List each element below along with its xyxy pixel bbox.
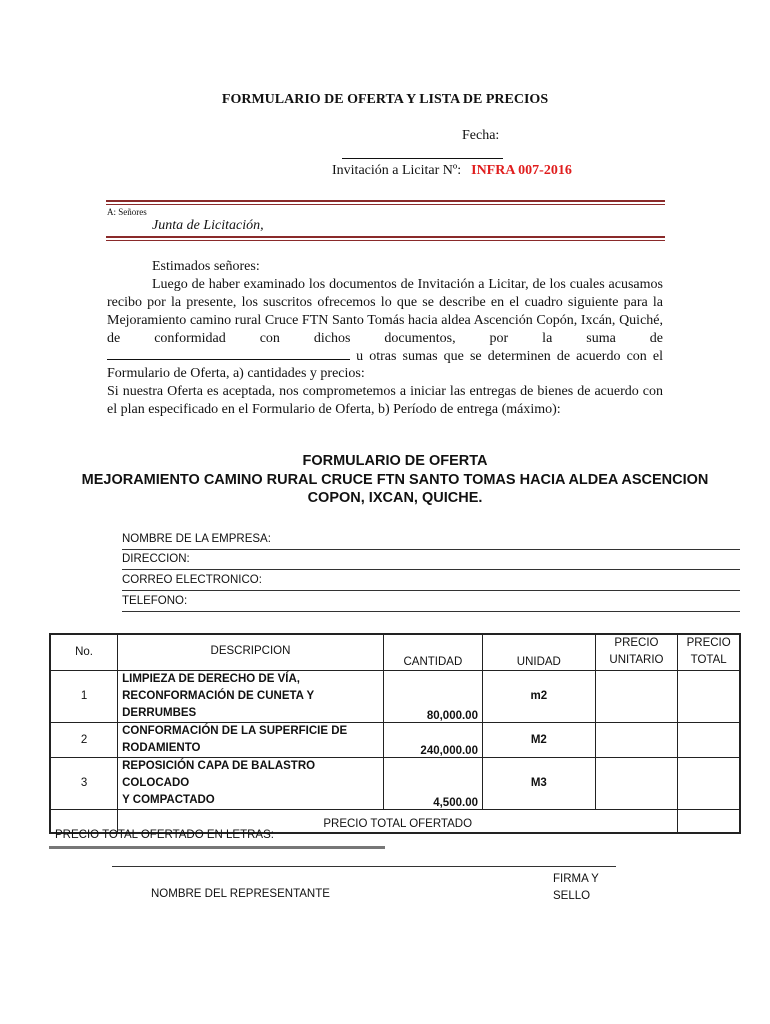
row-2-unidad: M2 <box>482 722 595 757</box>
row-1-no: 1 <box>50 670 118 722</box>
paragraph-1 <box>107 276 663 383</box>
signature-line[interactable] <box>112 866 616 867</box>
header-descripcion: DESCRIPCION <box>118 634 384 670</box>
addressee-top-rule <box>106 200 665 205</box>
document-title: FORMULARIO DE OFERTA Y LISTA DE PRECIOS <box>221 92 549 107</box>
row-3-descripcion <box>118 757 384 809</box>
row-1-cantidad: 80,000.00 <box>383 670 482 722</box>
letter-body <box>107 258 663 419</box>
row-3-unidad: M3 <box>482 757 595 809</box>
fecha-label: Fecha: <box>462 128 500 143</box>
row-1-descripcion <box>118 670 384 722</box>
table-row <box>50 670 740 722</box>
invitacion-code: INFRA 007-2016 <box>471 163 572 178</box>
representante-label: NOMBRE DEL REPRESENTANTE <box>151 888 330 900</box>
precio-letras-rule <box>49 846 385 849</box>
table-row <box>50 722 740 757</box>
amount-blank[interactable] <box>107 348 350 360</box>
row-2-precio-unitario[interactable] <box>595 722 678 757</box>
invitacion-line <box>332 163 572 179</box>
paragraph-1-end: u otras sumas que se determinen de acuerdo con el Formulario de Oferta, a) cantidades y precios: <box>107 348 663 382</box>
empresa-field[interactable]: NOMBRE DE LA EMPRESA: <box>122 530 740 550</box>
form-title: FORMULARIO DE OFERTA <box>302 453 488 469</box>
row-1-precio-unitario[interactable] <box>595 670 678 722</box>
addressee-name: Junta de Licitación, <box>152 218 264 233</box>
header-no: No. <box>50 634 118 670</box>
header-precio-unitario <box>595 634 678 670</box>
row-2-cantidad: 240,000.00 <box>383 722 482 757</box>
total-label: PRECIO TOTAL OFERTADO <box>118 809 678 833</box>
firma-sello-label <box>553 871 599 905</box>
addressee-bottom-rule <box>106 236 665 241</box>
header-cantidad: CANTIDAD <box>383 634 482 670</box>
firma-line-2: SELLO <box>553 890 591 902</box>
greeting: Estimados señores: <box>152 259 260 274</box>
row-2-precio-total[interactable] <box>678 722 740 757</box>
header-unidad: UNIDAD <box>482 634 595 670</box>
header-precio-unitario-line-1: PRECIO <box>614 637 659 650</box>
row-2-desc-line-1: CONFORMACIÓN DE LA SUPERFICIE DE <box>122 724 348 737</box>
row-1-unidad: m2 <box>482 670 595 722</box>
form-subtitle-line-1: MEJORAMIENTO CAMINO RURAL CRUCE FTN SANTO TOMAS HACIA ALDEA ASCENCION <box>81 472 709 488</box>
price-table <box>49 633 741 834</box>
precio-letras-label: PRECIO TOTAL OFERTADO EN LETRAS: <box>55 829 274 841</box>
total-value[interactable] <box>678 809 740 833</box>
header-precio-total-line-2: TOTAL <box>690 654 727 667</box>
header-precio-unitario-line-2: UNITARIO <box>609 654 664 667</box>
fecha-underline <box>342 158 503 159</box>
table-row <box>50 757 740 809</box>
row-3-precio-total[interactable] <box>678 757 740 809</box>
row-3-cantidad: 4,500.00 <box>383 757 482 809</box>
invitacion-label: Invitación a Licitar Nº: <box>332 163 462 178</box>
row-2-no: 2 <box>50 722 118 757</box>
row-3-desc-line-1: REPOSICIÓN CAPA DE BALASTRO COLOCADO <box>122 759 316 789</box>
paragraph-2: Si nuestra Oferta es aceptada, nos comprometemos a iniciar las entregas de bienes de acuerdo con el plan especificado en el Formulario de Oferta, b) Período de entrega (máximo): <box>107 384 663 418</box>
row-2-desc-line-2: RODAMIENTO <box>122 741 201 754</box>
row-3-desc-line-2: Y COMPACTADO <box>122 793 215 806</box>
addressee-prefix: A: Señores <box>107 207 147 217</box>
header-precio-total <box>678 634 740 670</box>
row-3-no: 3 <box>50 757 118 809</box>
form-subtitle-line-2: COPON, IXCAN, QUICHE. <box>307 490 483 506</box>
direccion-field[interactable]: DIRECCION: <box>122 550 740 570</box>
correo-field[interactable]: CORREO ELECTRONICO: <box>122 571 740 591</box>
row-1-precio-total[interactable] <box>678 670 740 722</box>
paragraph-1-start: Luego de haber examinado los documentos de Invitación a Licitar, de los cuales acusamos recibo por la presente, los suscritos ofrecemos lo que se describe en el cuadro siguiente para la Mejoramiento camino rural Cruce FTN Santo Tomás hacia aldea Ascención Copón, Ixcán, Quiché, de conformidad con dichos documentos, por la suma de <box>107 276 663 346</box>
header-precio-total-line-1: PRECIO <box>686 637 731 650</box>
firma-line-1: FIRMA Y <box>553 873 599 885</box>
row-1-desc-line-2: RECONFORMACIÓN DE CUNETA Y <box>122 689 315 702</box>
row-2-descripcion <box>118 722 384 757</box>
row-3-precio-unitario[interactable] <box>595 757 678 809</box>
table-header-row <box>50 634 740 670</box>
row-1-desc-line-3: DERRUMBES <box>122 706 197 719</box>
row-1-desc-line-1: LIMPIEZA DE DERECHO DE VÍA, <box>122 672 300 685</box>
telefono-field[interactable]: TELEFONO: <box>122 592 740 612</box>
